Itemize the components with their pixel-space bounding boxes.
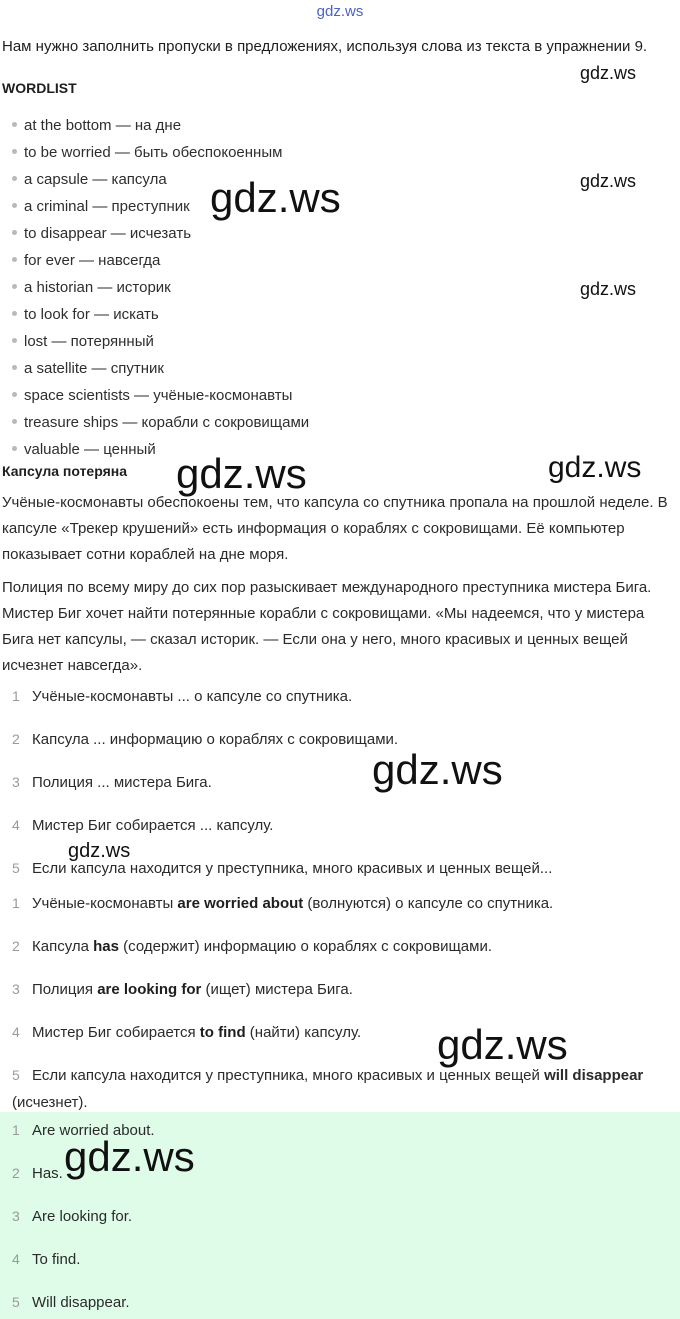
filled-item: 2 Капсула has (содержит) информацию о кораблях с сокровищами. bbox=[12, 938, 493, 955]
watermark: gdz.ws bbox=[68, 840, 131, 862]
answer-item: 2 Has. bbox=[12, 1165, 63, 1182]
wordlist-item: a criminal — преступник bbox=[12, 198, 190, 215]
story-paragraph-2: Полиция по всему миру до сих пор разыскивает международного преступника мистера Бига. Мистер Биг хочет найти потерянные корабли с сокровищами. «Мы надеемся, что у мистера Бига нет капсулы, — сказал историк. — Если она у него, много красивых и ценных вещей исчезнет навсегда». bbox=[2, 579, 652, 674]
wordlist-item: to look for — искать bbox=[12, 306, 159, 323]
wordlist-item: at the bottom — на дне bbox=[12, 117, 181, 134]
watermark: gdz.ws bbox=[210, 174, 341, 221]
site-watermark-top: gdz.ws bbox=[316, 3, 364, 20]
answer-item: 5 Will disappear. bbox=[12, 1294, 130, 1311]
wordlist-item: a historian — историк bbox=[12, 279, 171, 296]
bullet-icon bbox=[12, 257, 17, 262]
watermark: gdz.ws bbox=[64, 1133, 195, 1180]
wordlist-heading: WORDLIST bbox=[2, 80, 77, 96]
watermark: gdz.ws bbox=[372, 746, 503, 793]
watermark: gdz.ws bbox=[580, 63, 637, 83]
filled-item: 1 Учёные-космонавты are worried about (волнуются) о капсуле со спутника. bbox=[12, 895, 554, 912]
wordlist-item: for ever — навсегда bbox=[12, 252, 160, 269]
wordlist-item: a satellite — спутник bbox=[12, 360, 164, 377]
story-title: Капсула потеряна bbox=[2, 463, 127, 479]
filled-item: 5 Если капсула находится у преступника, много красивых и ценных вещей will disappear (исчезнет). bbox=[12, 1067, 644, 1111]
bullet-icon bbox=[12, 230, 17, 235]
filled-item: 3 Полиция are looking for (ищет) мистера Бига. bbox=[12, 981, 353, 998]
story-paragraph-1: Учёные-космонавты обеспокоены тем, что капсула со спутника пропала на прошлой неделе. В капсуле «Трекер крушений» есть информация о кораблях с сокровищами. Её компьютер показывает сотни кораблей на дне моря. bbox=[2, 494, 668, 563]
filled-item: 4 Мистер Биг собирается to find (найти) капсулу. bbox=[12, 1024, 362, 1041]
watermark: gdz.ws bbox=[580, 171, 637, 191]
bullet-icon bbox=[12, 203, 17, 208]
bullet-icon bbox=[12, 284, 17, 289]
bullet-icon bbox=[12, 446, 17, 451]
watermark: gdz.ws bbox=[176, 450, 307, 497]
task-item: 5 Если капсула находится у преступника, много красивых и ценных вещей... bbox=[12, 860, 553, 877]
bullet-icon bbox=[12, 392, 17, 397]
wordlist-item: space scientists — учёные-космонавты bbox=[12, 387, 292, 404]
task-item: 2 Капсула ... информацию о кораблях с сокровищами. bbox=[12, 731, 399, 748]
bullet-icon bbox=[12, 149, 17, 154]
wordlist-item: a capsule — капсула bbox=[12, 171, 167, 188]
wordlist-item: to be worried — быть обеспокоенным bbox=[12, 144, 282, 161]
bullet-icon bbox=[12, 122, 17, 127]
wordlist-item: treasure ships — корабли с сокровищами bbox=[12, 414, 309, 431]
bullet-icon bbox=[12, 419, 17, 424]
task-item: 1 Учёные-космонавты ... о капсуле со спутника. bbox=[12, 688, 353, 705]
wordlist-item: to disappear — исчезать bbox=[12, 225, 191, 242]
answer-item: 1 Are worried about. bbox=[12, 1122, 155, 1139]
answer-item: 3 Are looking for. bbox=[12, 1208, 133, 1225]
bullet-icon bbox=[12, 365, 17, 370]
watermark: gdz.ws bbox=[580, 279, 637, 299]
bullet-icon bbox=[12, 311, 17, 316]
task-intro: Нам нужно заполнить пропуски в предложениях, используя слова из текста в упражнении 9. bbox=[2, 38, 648, 55]
watermark: gdz.ws bbox=[548, 451, 642, 484]
wordlist-item: valuable — ценный bbox=[12, 441, 156, 458]
bullet-icon bbox=[12, 338, 17, 343]
watermark: gdz.ws bbox=[437, 1021, 568, 1068]
wordlist-item: lost — потерянный bbox=[12, 333, 154, 350]
bullet-icon bbox=[12, 176, 17, 181]
task-item: 4 Мистер Биг собирается ... капсулу. bbox=[12, 817, 274, 834]
answer-item: 4 To find. bbox=[12, 1251, 81, 1268]
task-item: 3 Полиция ... мистера Бига. bbox=[12, 774, 212, 791]
